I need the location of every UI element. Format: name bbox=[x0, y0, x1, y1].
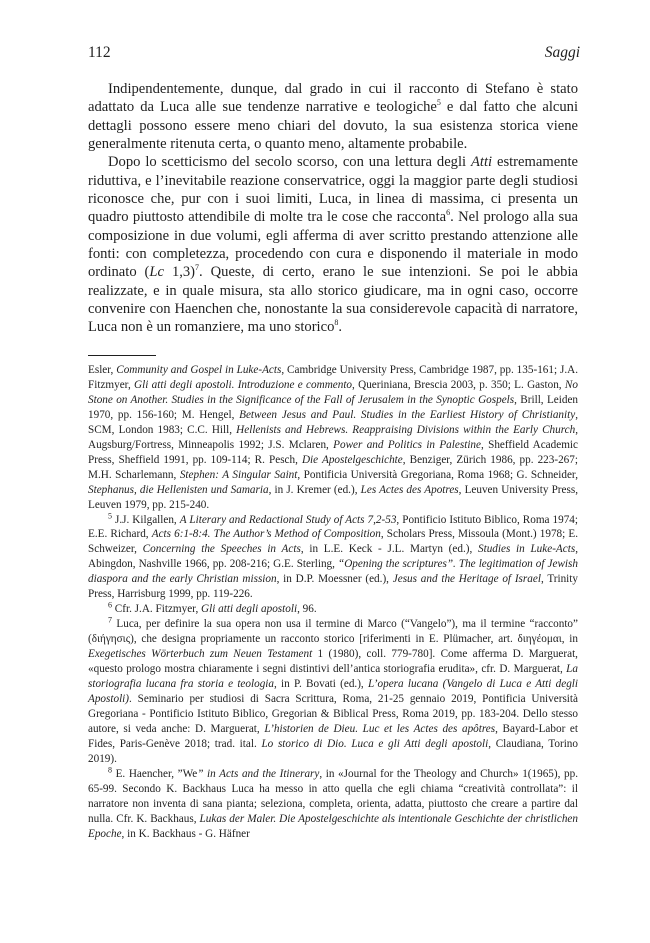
footnote-ref: 7 bbox=[195, 263, 200, 273]
footnote-6: $^6$ Cfr. J.A. Fitzmyer, Gli atti degli apostoli, 96. bbox=[108, 600, 317, 616]
footnote-ref: 6 bbox=[446, 208, 451, 218]
main-text bbox=[88, 80, 578, 337]
footnote-continuation: Esler, Community and Gospel in Luke-Acts, Cambridge University Press, Cambridge 1987, pp. 135-161; J.A. Fitzmyer, Gli atti degli apostoli. Introduzione e commento, Queriniana, Brescia 2003, p. 350; L. Gaston, No Stone on Another. Studies in the Significance of the Fall of Jerusalem in the Synoptic Gospels, Brill, Leiden 1970, pp. 156-160; M. Hengel, Between Jesus and Paul. Studies in the Earliest History of Christianity, SCM, London 1983; C.C. Hill, Hellenists and Hebrews. Reappraising Divisions within the Early Church, Augsburg/Fortress, Minneapolis 1992; J.S. Mclaren, Power and Politics in Palestine, Sheffield Academic Press, Sheffield 1991, pp. 109-114; R. Pesch, Die Apostelgeschichte, Benziger, Zürich 1986, pp. 223-267; M.H. Scharlemann, Stephen: A Singular Saint, Pontificia Università Gregoriana, Roma 1968; G. Schneider, Stephanus, die Hellenisten und Samaria, in J. Kremer (ed.), Les Actes des Apotres, Leuven University Press, Leuven 1979, pp. 215-240. bbox=[88, 364, 579, 511]
footnote-number: 5 bbox=[108, 510, 112, 520]
footnote-separator bbox=[88, 355, 156, 356]
footnote-ref: 8 bbox=[334, 318, 339, 328]
page-header bbox=[88, 44, 580, 64]
page-number: 112 bbox=[88, 44, 111, 61]
footnote-number: 7 bbox=[108, 615, 112, 625]
footnote-8: $^8$ E. Haencher, ”We” in Acts and the Itinerary, in «Journal for the Theology and Church» 1(1965), pp. 65-99. Secondo K. Backhaus Luca ha messo in atto quella che egli chiama “creatività controllata”: il narratore non inventa di sana pianta; seleziona, completa, orienta, adatta, piuttosto che creare a partire dal nulla. Cfr. K. Backhaus, Lukas der Maler. Die Apostelgeschichte als intentionale Geschichte der christlichen Epoche, in K. Backhaus - G. Häfner bbox=[88, 765, 578, 840]
footnote-number: 8 bbox=[108, 765, 112, 774]
paragraph: Dopo lo scetticismo del secolo scorso, con una lettura degli Atti estremamente riduttiva, e l’inevitabile reazione conservatrice, oggi la maggior parte degli studiosi riconosce che, pur con i suoi limiti, Luca, in linea di massima, ci presenta un quadro piuttosto attendibile di molte tra le cose che racconta$^6$. Nel prologo alla sua composizione in due volumi, egli afferma di aver scritto prestando attenzione alle fonti: con completezza, procedendo con cura e disponendo il materiale in modo ordinato (Lc 1,3)$^7$. Queste, di certo, erano le sue intenzioni. Se poi le abbia realizzate, e in quale misura, sta allo storico giudicare, ma in ogni caso, occorre convenire con Haenchen che, nonostante la sua considerevole capacità di narratore, Luca non è un romanziere, ma uno storico$^8$. bbox=[88, 154, 579, 336]
paragraph: Indipendentemente, dunque, dal grado in cui il racconto di Stefano è stato adattato da Luca alle sue tendenze narrative e teologiche$^5$ e dal fatto che alcuni dettagli possono essere meno chiari del dovuto, la sua esistenza storica viene generalmente ritenuta certa, o quanto meno, altamente probabile. bbox=[88, 81, 578, 153]
footnote-7: $^7$ Luca, per definire la sua opera non usa il termine di Marco (“Vangelo”), ma il termine “racconto” (διήγησις), che designa propriamente un racconto storico [riferimenti in E. Plümacher, art. διηγέομαι, in Exegetisches Wörterbuch zum Neuen Testament 1 (1980), coll. 779-780]. Come afferma D. Marguerat, «questo prologo mostra chiaramente i segni distintivi dell’antica storiografia erudita», cfr. D. Marguerat, La storiografia lucana fra storia e teologia, in P. Bovati (ed.), L’opera lucana (Vangelo di Luca e Atti degli Apostoli). Seminario per studiosi di Sacra Scrittura, Roma, 21-25 gennaio 2019, Pontificia Università Gregoriana - Pontificio Istituto Biblico, Gregorian & Biblical Press, Roma 2019, pp. 183-204. Dello stesso autore, si veda anche: D. Marguerat, L’historien de Dieu. Luc et les Actes des apôtres, Bayard-Labor et Fides, Paris-Genève 2018; trad. ital. Lo storico di Dio. Luca e gli Atti degli apostoli, Claudiana, Torino 2019). bbox=[88, 615, 579, 765]
footnotes bbox=[88, 363, 578, 842]
running-head: Saggi bbox=[544, 44, 580, 61]
footnote-ref: 5 bbox=[436, 98, 441, 108]
footnote-5: $^5$ J.J. Kilgallen, A Literary and Redactional Study of Acts 7,2-53, Pontificio Istituto Biblico, Roma 1974; E.E. Richard, Acts 6:1-8:4. The Author’s Method of Composition, Scholars Press, Missoula (Mont.) 1978; E. Schweizer, Concerning the Speeches in Acts, in L.E. Keck - J.L. Martyn (ed.), Studies in Luke-Acts, Abingdon, Nashville 1966, pp. 208-216; G.E. Sterling, “Opening the scriptures”. The legitimation of Jewish diaspora and the early Christian mission, in D.P. Moessner (ed.), Jesus and the Heritage of Israel, Trinity Press, Harrisburg 1999, pp. 119-226. bbox=[88, 510, 578, 601]
footnote-number: 6 bbox=[108, 600, 112, 610]
